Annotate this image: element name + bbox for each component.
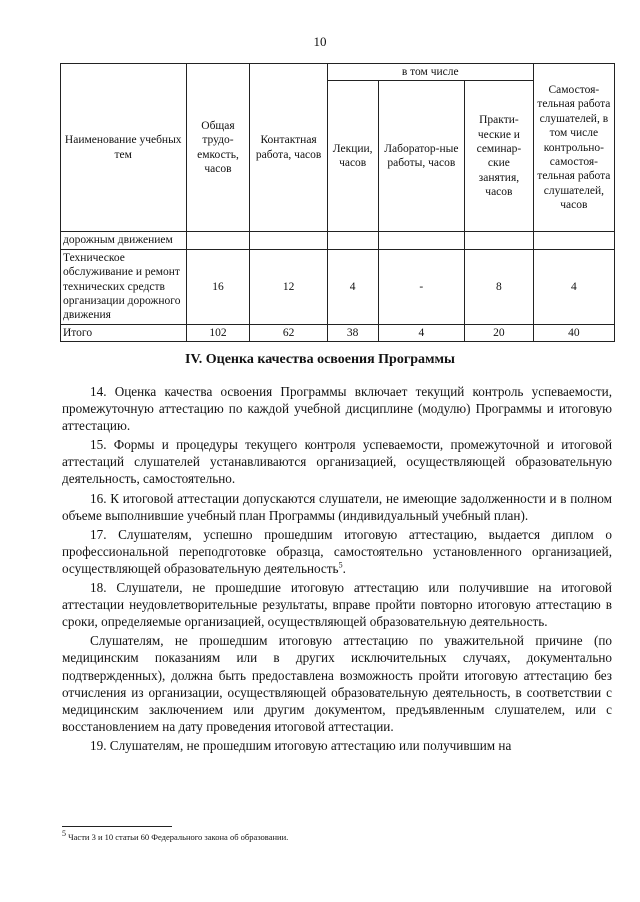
footnote — [62, 829, 289, 842]
header-practice: Практи-ческие и семинар-ские занятия, часов — [465, 81, 534, 232]
paragraph-16: 16. К итоговой аттестации допускаются слушатели, не имеющие задолженности и в полном объеме выполнившие учебный план Программы (индивидуальный учебный план). — [62, 490, 612, 523]
section-title: IV. Оценка качества освоения Программы — [185, 352, 455, 367]
paragraph-17-text: 17. Слушателям, успешно прошедшим итоговую аттестацию, выдается диплом о профессиональной переподготовке образца, самостоятельно установленного организацией, осуществляющей образовательную деятельность — [62, 526, 612, 576]
header-including: в том числе — [327, 64, 533, 81]
header-lab: Лаборатор-ные работы, часов — [378, 81, 464, 232]
footnote-text: Части 3 и 10 статьи 60 Федерального закона об образовании. — [68, 832, 289, 842]
footnote-divider — [62, 826, 172, 827]
paragraph-15: 15. Формы и процедуры текущего контроля успеваемости, промежуточной и итоговой аттестаций слушателей устанавливаются организацией, осуществляющей образовательную деятельность, самостоятельно. — [62, 437, 612, 487]
header-contact: Контактная работа, часов — [250, 64, 327, 232]
paragraph-18: 18. Слушатели, не прошедшие итоговую аттестацию или получившие на итоговой аттестации неудовлетворительные результаты, вправе пройти повторно итоговую аттестацию в сроки, определяемые организацией, осуществляющей образовательную деятельность. — [62, 580, 612, 630]
row-total: 102 — [186, 324, 250, 341]
header-self: Самостоя-тельная работа слушателей, в том числе контрольно-самостоя-тельная работа слушателей, часов — [533, 64, 614, 232]
paragraph-19: 19. Слушателям, не прошедшим итоговую аттестацию или получившим на — [90, 737, 512, 753]
row-lectures: 38 — [327, 324, 378, 341]
row-name: Итого — [61, 324, 187, 341]
row-self: 4 — [533, 249, 614, 324]
row-self: 40 — [533, 324, 614, 341]
row-lab: 4 — [378, 324, 464, 341]
header-lectures: Лекции, часов — [327, 81, 378, 232]
row-contact: 12 — [250, 249, 327, 324]
row-practice: 8 — [465, 249, 534, 324]
footnote-number: 5 — [62, 829, 66, 839]
paragraph-17 — [62, 526, 612, 577]
row-name: Техническое обслуживание и ремонт технических средств организации дорожного движения — [61, 249, 187, 324]
row-lab: - — [378, 249, 464, 324]
row-name: дорожным движением — [61, 232, 187, 249]
table-row — [61, 249, 615, 324]
row-total: 16 — [186, 249, 250, 324]
table-header-row — [61, 64, 615, 81]
header-name: Наименование учебных тем — [61, 64, 187, 232]
paragraph-14: 14. Оценка качества освоения Программы включает текущий контроль успеваемости, промежуточную аттестацию по каждой учебной дисциплине (модулю) Программы и итоговую аттестацию. — [62, 384, 612, 434]
paragraph-17-end: . — [342, 560, 346, 576]
row-contact: 62 — [250, 324, 327, 341]
table-total-row — [61, 324, 615, 341]
row-lectures: 4 — [327, 249, 378, 324]
section-body — [62, 383, 612, 756]
page-number: 10 — [313, 34, 327, 49]
table-row — [61, 232, 615, 249]
header-total: Общая трудо-емкость, часов — [186, 64, 250, 232]
study-plan-table — [60, 63, 615, 342]
paragraph-18-continued: Слушателям, не прошедшим итоговую аттестацию по уважительной причине (по медицинским показаниям или в других исключительных случаях, документально подтвержденных), должна быть предоставлена возможность пройти итоговую аттестацию без отчисления из организации, осуществляющей образовательную деятельность, в соответствии с медицинским заключением или другим документом, предъявленным слушателем, или с восстановлением на дату проведения итоговой аттестации. — [62, 633, 612, 734]
footnote-ref: 5 — [338, 560, 343, 570]
row-practice: 20 — [465, 324, 534, 341]
